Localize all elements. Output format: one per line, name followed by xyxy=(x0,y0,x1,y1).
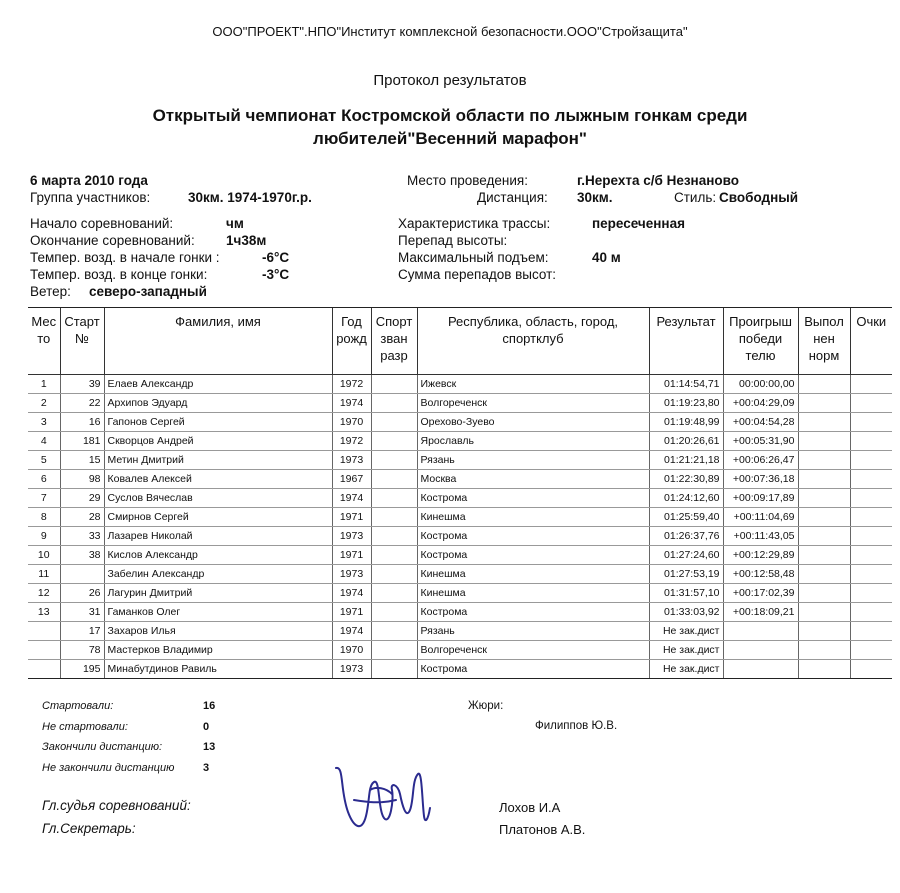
protocol-heading: Протокол результатов xyxy=(373,72,527,89)
max-climb-value: 40 м xyxy=(592,250,621,265)
cell-bib: 28 xyxy=(60,508,104,527)
cell-year: 1973 xyxy=(332,565,371,584)
cell-points xyxy=(850,451,892,470)
cell-norm xyxy=(798,527,850,546)
cell-behind: +00:12:58,48 xyxy=(723,565,798,584)
group-label: Группа участников: xyxy=(30,190,151,205)
cell-points xyxy=(850,489,892,508)
cell-place: 12 xyxy=(28,584,60,603)
cell-points xyxy=(850,546,892,565)
finished-value: 13 xyxy=(203,741,216,753)
temp-start-label: Темпер. возд. в начале гонки : xyxy=(30,250,220,265)
cell-result: 01:25:59,40 xyxy=(649,508,723,527)
max-climb-label: Максимальный подъем: xyxy=(398,250,549,265)
cell-norm xyxy=(798,565,850,584)
cell-result: 01:24:12,60 xyxy=(649,489,723,508)
cell-region: Волгореченск xyxy=(417,641,649,660)
start-value: чм xyxy=(226,216,244,231)
cell-name: Захаров Илья xyxy=(104,622,332,641)
cell-rank xyxy=(371,527,417,546)
cell-behind: +00:11:04,69 xyxy=(723,508,798,527)
cell-bib: 16 xyxy=(60,413,104,432)
cell-behind: +00:12:29,89 xyxy=(723,546,798,565)
cell-behind: +00:18:09,21 xyxy=(723,603,798,622)
cell-points xyxy=(850,470,892,489)
cell-place: 8 xyxy=(28,508,60,527)
cell-rank xyxy=(371,603,417,622)
cell-name: Ковалев Алексей xyxy=(104,470,332,489)
col-bib: Старт № xyxy=(60,308,104,375)
cell-year: 1972 xyxy=(332,432,371,451)
cell-points xyxy=(850,584,892,603)
table-row xyxy=(28,622,892,641)
col-region: Республика, область, город, спортклуб xyxy=(417,308,649,375)
chief-judge-label: Гл.судья соревнований: xyxy=(42,798,191,813)
cell-region: Кинешма xyxy=(417,584,649,603)
cell-year: 1970 xyxy=(332,413,371,432)
temp-end-value: -3°С xyxy=(262,267,290,282)
cell-year: 1973 xyxy=(332,527,371,546)
table-row xyxy=(28,470,892,489)
cell-bib: 31 xyxy=(60,603,104,622)
cell-region: Кинешма xyxy=(417,508,649,527)
cell-result: 01:21:21,18 xyxy=(649,451,723,470)
title-line-2: любителей"Весенний марафон" xyxy=(313,129,587,148)
cell-region: Кострома xyxy=(417,660,649,679)
cell-norm xyxy=(798,641,850,660)
cell-result: 01:19:48,99 xyxy=(649,413,723,432)
cell-behind xyxy=(723,622,798,641)
table-header-row xyxy=(28,308,892,375)
cell-region: Волгореченск xyxy=(417,394,649,413)
cell-year: 1967 xyxy=(332,470,371,489)
cell-result: Не зак.дист xyxy=(649,660,723,679)
signature xyxy=(330,760,440,840)
cell-year: 1974 xyxy=(332,584,371,603)
cell-points xyxy=(850,527,892,546)
cell-result: Не зак.дист xyxy=(649,622,723,641)
cell-bib: 181 xyxy=(60,432,104,451)
cell-norm xyxy=(798,622,850,641)
table-row xyxy=(28,546,892,565)
cell-points xyxy=(850,394,892,413)
table-row xyxy=(28,375,892,394)
cell-norm xyxy=(798,470,850,489)
cell-result: 01:19:23,80 xyxy=(649,394,723,413)
cell-result: 01:33:03,92 xyxy=(649,603,723,622)
cell-rank xyxy=(371,508,417,527)
cell-name: Кислов Александр xyxy=(104,546,332,565)
cell-norm xyxy=(798,660,850,679)
cell-behind: +00:04:54,28 xyxy=(723,413,798,432)
cell-region: Кострома xyxy=(417,546,649,565)
cell-points xyxy=(850,413,892,432)
cell-bib: 22 xyxy=(60,394,104,413)
cell-bib: 33 xyxy=(60,527,104,546)
cell-bib xyxy=(60,565,104,584)
not-started-value: 0 xyxy=(203,721,210,733)
cell-name: Смирнов Сергей xyxy=(104,508,332,527)
table-row xyxy=(28,641,892,660)
not-finished-value: 3 xyxy=(203,762,210,774)
cell-behind: +00:06:26,47 xyxy=(723,451,798,470)
cell-name: Метин Дмитрий xyxy=(104,451,332,470)
cell-behind: 00:00:00,00 xyxy=(723,375,798,394)
cell-name: Елаев Александр xyxy=(104,375,332,394)
table-row xyxy=(28,603,892,622)
cell-norm xyxy=(798,432,850,451)
distance-value: 30км. xyxy=(577,190,613,205)
jury-member: Филиппов Ю.В. xyxy=(535,720,618,732)
cell-norm xyxy=(798,546,850,565)
cell-bib: 26 xyxy=(60,584,104,603)
cell-norm xyxy=(798,394,850,413)
cell-bib: 98 xyxy=(60,470,104,489)
cell-region: Орехово-Зуево xyxy=(417,413,649,432)
organizers: ООО"ПРОЕКТ".НПО"Институт комплексной безопасности.ООО"Стройзащита" xyxy=(212,24,688,39)
cell-bib: 195 xyxy=(60,660,104,679)
cell-rank xyxy=(371,622,417,641)
cell-place: 4 xyxy=(28,432,60,451)
cell-behind: +00:09:17,89 xyxy=(723,489,798,508)
table-row xyxy=(28,527,892,546)
cell-name: Лазарев Николай xyxy=(104,527,332,546)
cell-name: Суслов Вячеслав xyxy=(104,489,332,508)
cell-region: Кинешма xyxy=(417,565,649,584)
cell-rank xyxy=(371,660,417,679)
place-label: Место проведения: xyxy=(407,173,528,188)
cell-points xyxy=(850,508,892,527)
cell-year: 1970 xyxy=(332,641,371,660)
col-behind: Проигрыш победи телю xyxy=(723,308,798,375)
finished-label: Закончили дистанцию: xyxy=(42,741,163,753)
started-value: 16 xyxy=(203,700,216,712)
results-table xyxy=(28,307,892,679)
cell-rank xyxy=(371,546,417,565)
jury-label: Жюри: xyxy=(468,700,504,712)
cell-behind: +00:04:29,09 xyxy=(723,394,798,413)
cell-name: Гапонов Сергей xyxy=(104,413,332,432)
cell-name: Мастерков Владимир xyxy=(104,641,332,660)
wind-value: северо-западный xyxy=(89,284,207,299)
style-value: Свободный xyxy=(719,190,799,205)
cell-bib: 17 xyxy=(60,622,104,641)
col-year: Год рожд xyxy=(332,308,371,375)
table-row xyxy=(28,489,892,508)
height-diff-label: Перепад высоты: xyxy=(398,233,508,248)
track-label: Характеристика трассы: xyxy=(398,216,551,231)
table-row xyxy=(28,508,892,527)
cell-points xyxy=(850,660,892,679)
table-row xyxy=(28,432,892,451)
cell-rank xyxy=(371,641,417,660)
not-started-label: Не стартовали: xyxy=(42,721,128,733)
cell-place: 5 xyxy=(28,451,60,470)
cell-rank xyxy=(371,394,417,413)
cell-region: Ижевск xyxy=(417,375,649,394)
cell-region: Рязань xyxy=(417,451,649,470)
cell-norm xyxy=(798,508,850,527)
cell-name: Архипов Эдуард xyxy=(104,394,332,413)
cell-result: 01:14:54,71 xyxy=(649,375,723,394)
cell-region: Кострома xyxy=(417,489,649,508)
cell-norm xyxy=(798,451,850,470)
table-row xyxy=(28,451,892,470)
cell-norm xyxy=(798,584,850,603)
table-row xyxy=(28,584,892,603)
cell-bib: 78 xyxy=(60,641,104,660)
cell-place: 6 xyxy=(28,470,60,489)
cell-region: Москва xyxy=(417,470,649,489)
cell-norm xyxy=(798,489,850,508)
col-result: Результат xyxy=(649,308,723,375)
cell-place: 11 xyxy=(28,565,60,584)
end-value: 1ч38м xyxy=(226,233,267,248)
cell-norm xyxy=(798,413,850,432)
cell-norm xyxy=(798,603,850,622)
cell-name: Лагурин Дмитрий xyxy=(104,584,332,603)
end-label: Окончание соревнований: xyxy=(30,233,195,248)
title-line-1: Открытый чемпионат Костромской области по лыжным гонкам среди xyxy=(152,106,748,125)
cell-behind: +00:11:43,05 xyxy=(723,527,798,546)
cell-points xyxy=(850,603,892,622)
cell-name: Гаманков Олег xyxy=(104,603,332,622)
col-points: Очки xyxy=(850,308,892,375)
cell-bib: 39 xyxy=(60,375,104,394)
place-value: г.Нерехта с/б Незнаново xyxy=(577,173,739,188)
cell-place: 1 xyxy=(28,375,60,394)
page-title xyxy=(90,104,810,150)
cell-points xyxy=(850,565,892,584)
cell-result: 01:27:53,19 xyxy=(649,565,723,584)
cell-region: Рязань xyxy=(417,622,649,641)
cell-region: Кострома xyxy=(417,527,649,546)
cell-place xyxy=(28,641,60,660)
cell-name: Минабутдинов Равиль xyxy=(104,660,332,679)
cell-result: 01:31:57,10 xyxy=(649,584,723,603)
chief-judge-name: Лохов И.А xyxy=(499,800,561,815)
temp-start-value: -6°С xyxy=(262,250,290,265)
event-date: 6 марта 2010 года xyxy=(30,173,148,188)
track-value: пересеченная xyxy=(592,216,685,231)
cell-year: 1974 xyxy=(332,489,371,508)
cell-year: 1971 xyxy=(332,508,371,527)
cell-behind xyxy=(723,641,798,660)
secretary-label: Гл.Секретарь: xyxy=(42,821,136,836)
cell-region: Кострома xyxy=(417,603,649,622)
cell-place: 7 xyxy=(28,489,60,508)
cell-place xyxy=(28,622,60,641)
cell-year: 1971 xyxy=(332,546,371,565)
col-place: Мес то xyxy=(28,308,60,375)
cell-points xyxy=(850,622,892,641)
not-finished-label: Не закончили дистанцию xyxy=(42,762,175,774)
cell-rank xyxy=(371,413,417,432)
cell-name: Скворцов Андрей xyxy=(104,432,332,451)
cell-norm xyxy=(798,375,850,394)
cell-behind: +00:07:36,18 xyxy=(723,470,798,489)
cell-result: 01:27:24,60 xyxy=(649,546,723,565)
col-name: Фамилия, имя xyxy=(104,308,332,375)
col-rank: Спорт зван разр xyxy=(371,308,417,375)
cell-points xyxy=(850,641,892,660)
cell-place: 10 xyxy=(28,546,60,565)
distance-label: Дистанция: xyxy=(477,190,548,205)
cell-rank xyxy=(371,451,417,470)
table-row xyxy=(28,660,892,679)
cell-rank xyxy=(371,489,417,508)
cell-year: 1973 xyxy=(332,451,371,470)
col-norm: Выпол нен норм xyxy=(798,308,850,375)
cell-place: 2 xyxy=(28,394,60,413)
table-row xyxy=(28,413,892,432)
started-label: Стартовали: xyxy=(42,700,114,712)
cell-rank xyxy=(371,565,417,584)
cell-behind xyxy=(723,660,798,679)
cell-bib: 38 xyxy=(60,546,104,565)
table-row xyxy=(28,565,892,584)
cell-year: 1972 xyxy=(332,375,371,394)
cell-year: 1973 xyxy=(332,660,371,679)
cell-year: 1974 xyxy=(332,394,371,413)
cell-bib: 15 xyxy=(60,451,104,470)
cell-year: 1971 xyxy=(332,603,371,622)
cell-name: Забелин Александр xyxy=(104,565,332,584)
cell-rank xyxy=(371,432,417,451)
style-label: Стиль: xyxy=(674,190,717,205)
start-label: Начало соревнований: xyxy=(30,216,174,231)
cell-rank xyxy=(371,470,417,489)
sum-label: Сумма перепадов высот: xyxy=(398,267,557,282)
wind-label: Ветер: xyxy=(30,284,71,299)
cell-place: 3 xyxy=(28,413,60,432)
cell-place xyxy=(28,660,60,679)
cell-result: 01:26:37,76 xyxy=(649,527,723,546)
secretary-name: Платонов А.В. xyxy=(499,822,586,837)
table-row xyxy=(28,394,892,413)
cell-behind: +00:05:31,90 xyxy=(723,432,798,451)
cell-place: 9 xyxy=(28,527,60,546)
cell-rank xyxy=(371,584,417,603)
cell-result: 01:20:26,61 xyxy=(649,432,723,451)
cell-result: Не зак.дист xyxy=(649,641,723,660)
cell-year: 1974 xyxy=(332,622,371,641)
cell-place: 13 xyxy=(28,603,60,622)
cell-result: 01:22:30,89 xyxy=(649,470,723,489)
cell-behind: +00:17:02,39 xyxy=(723,584,798,603)
cell-bib: 29 xyxy=(60,489,104,508)
temp-end-label: Темпер. возд. в конце гонки: xyxy=(30,267,208,282)
cell-points xyxy=(850,432,892,451)
group-value: 30км. 1974-1970г.р. xyxy=(188,190,312,205)
cell-region: Ярославль xyxy=(417,432,649,451)
cell-points xyxy=(850,375,892,394)
cell-rank xyxy=(371,375,417,394)
